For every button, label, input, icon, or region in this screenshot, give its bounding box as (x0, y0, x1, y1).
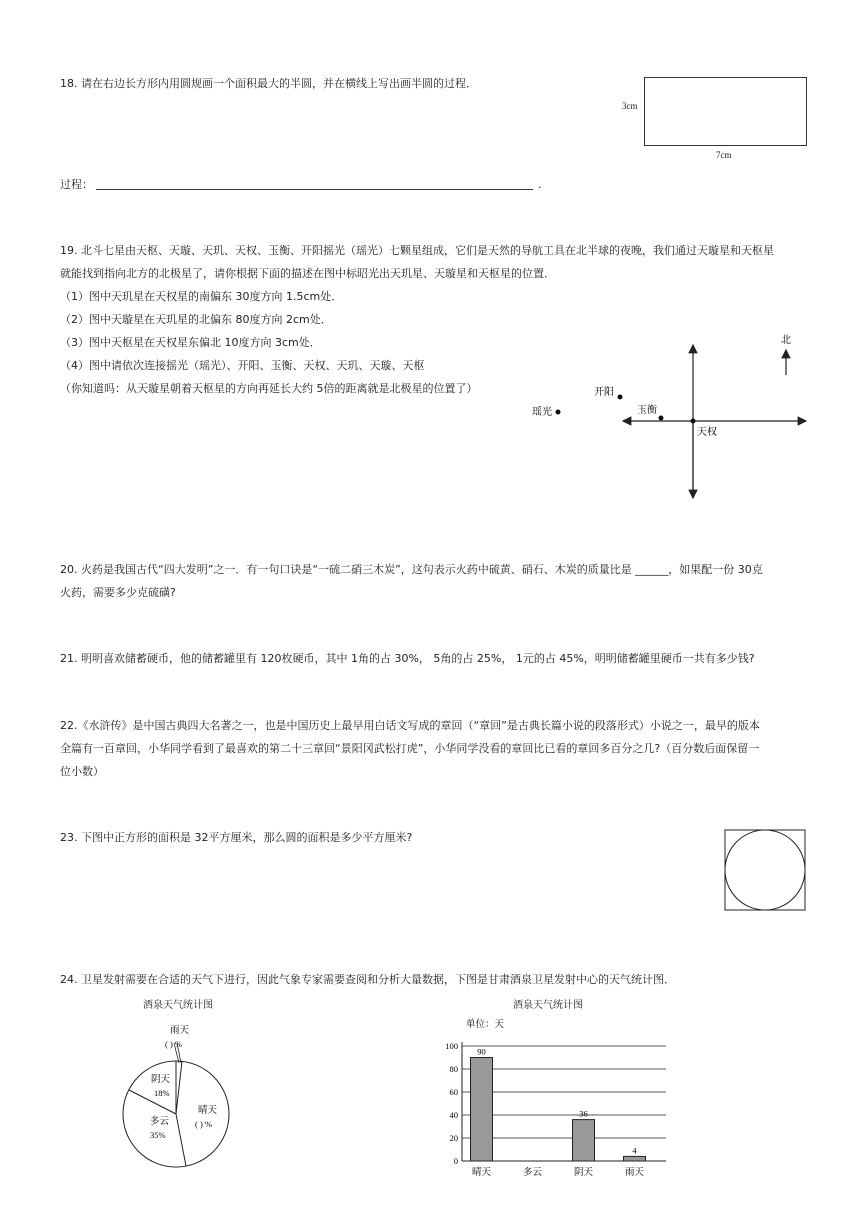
pie-label-sunny: 晴天 (198, 1105, 218, 1116)
q19-item-4: （4）图中请依次连接摇光（瑶光）、开阳、玉衡、天权、天玑、天璇、天枢 (60, 359, 425, 372)
pie-pct-sunny: ( ) % (195, 1119, 212, 1129)
bar-category-label: 阴天 (573, 1167, 594, 1178)
q18-text: 18. 请在右边长方形内用圆规画一个面积最大的半圆，并在横线上写出画半圆的过程． (60, 77, 477, 90)
q19-item-1: （1）图中天玑星在天权星的南偏东 30度方向 1.5cm处． (60, 290, 343, 303)
bar-y-tick-label: 20 (449, 1133, 458, 1143)
bar-y-tick-label: 60 (449, 1087, 458, 1097)
pie-pct-rain: ( ) % (165, 1039, 182, 1049)
q22-line1: 22.《水浒传》是中国古典四大名著之一，也是中国历史上最早用白话文写成的章回（“章回”是古典长篇小说的段落形式）小说之一，最早的版本 (60, 719, 760, 732)
bar-chart-title: 酒泉天气统计图 (513, 1000, 583, 1011)
q19-item-2: （2）图中天璇星在天玑星的北偏东 80度方向 2cm处． (60, 313, 332, 326)
bar-y-tick-label: 80 (449, 1064, 458, 1074)
q23-text: 23. 下图中正方形的面积是 32平方厘米，那么圆的面积是多少平方厘米? (60, 831, 413, 844)
bar-rect (573, 1120, 595, 1161)
bar-rect (624, 1156, 646, 1161)
q22-line3: 位小数） (60, 765, 104, 778)
rect-width-label: 7cm (716, 150, 732, 160)
process-end: . (538, 178, 542, 191)
process-label: 过程： (60, 178, 93, 191)
q19-item-3: （3）图中天枢星在天权星东偏北 10度方向 3cm处． (60, 336, 321, 349)
bar-y-tick-label: 40 (449, 1110, 458, 1120)
pie-chart-title: 酒泉天气统计图 (143, 1000, 213, 1011)
q20-line1: 20. 火药是我国古代“四大发明”之一．有一句口诀是“一硫二硝三木炭”，这句表示火药中硫黄、硝石、木炭的质量比是 ______，如果配一份 30克 (60, 563, 763, 576)
pie-pct-overcast: 18% (154, 1088, 170, 1098)
q21-text: 21. 明明喜欢储蓄硬币，他的储蓄罐里有 120枚硬币，其中 1角的占 30%， 5角的占 25%， 1元的占 45%，明明储蓄罐里硬币一共有多少钱? (60, 652, 755, 665)
bar-rect (471, 1058, 493, 1162)
bar-value-label: 36 (579, 1108, 588, 1119)
bar-value-label: 4 (632, 1145, 637, 1156)
q19-line2: 就能找到指向北方的北极星了，请你根据下面的描述在图中标昭光出天玑星、天璇星和天枢星的位置． (60, 267, 555, 280)
bar-value-label: 90 (477, 1046, 486, 1057)
bar-y-tick-label: 0 (453, 1156, 458, 1166)
bar-y-tick-label: 100 (445, 1041, 458, 1051)
q19-item-5: （你知道吗：从天璇星朝着天枢星的方向再延长大约 5倍的距离就是北极星的位置了） (60, 382, 478, 395)
yuheng-label: 玉衡 (637, 405, 657, 416)
bar-category-label: 多云 (522, 1167, 543, 1178)
q24-text: 24. 卫星发射需要在合适的天气下进行，因此气象专家需要查阅和分析大量数据，下图是甘肃酒泉卫星发射中心的天气统计图． (60, 973, 675, 986)
q22-line2: 全篇有一百章回，小华同学看到了最喜欢的第二十三章回“景阳冈武松打虎”，小华同学没看的章回比已看的章回多百分之几?（百分数后面保留一 (60, 742, 760, 755)
pie-label-rain: 雨天 (170, 1025, 190, 1036)
north-label: 北 (781, 335, 791, 346)
bar-unit-label: 单位：天 (466, 1019, 505, 1030)
pie-label-cloudy: 多云 (150, 1116, 170, 1127)
pie-label-overcast: 阴天 (151, 1074, 171, 1085)
pie-pct-cloudy: 35% (150, 1130, 166, 1140)
tianquan-label: 天权 (697, 427, 717, 438)
yaoguang-label: 瑶光 (532, 407, 552, 418)
rect-height-label: 3cm (622, 101, 638, 111)
q20-line2: 火药，需要多少克硫磺? (60, 586, 176, 599)
bar-category-label: 雨天 (624, 1167, 645, 1178)
q19-line1: 19. 北斗七星由天枢、天璇、天玑、天权、玉衡、开阳摇光（瑶光）七颗星组成，它们是天然的导航工具在北半球的夜晚，我们通过天璇星和天枢星 (60, 244, 774, 257)
kaiyang-label: 开阳 (594, 387, 614, 398)
bar-category-label: 晴天 (471, 1167, 492, 1178)
